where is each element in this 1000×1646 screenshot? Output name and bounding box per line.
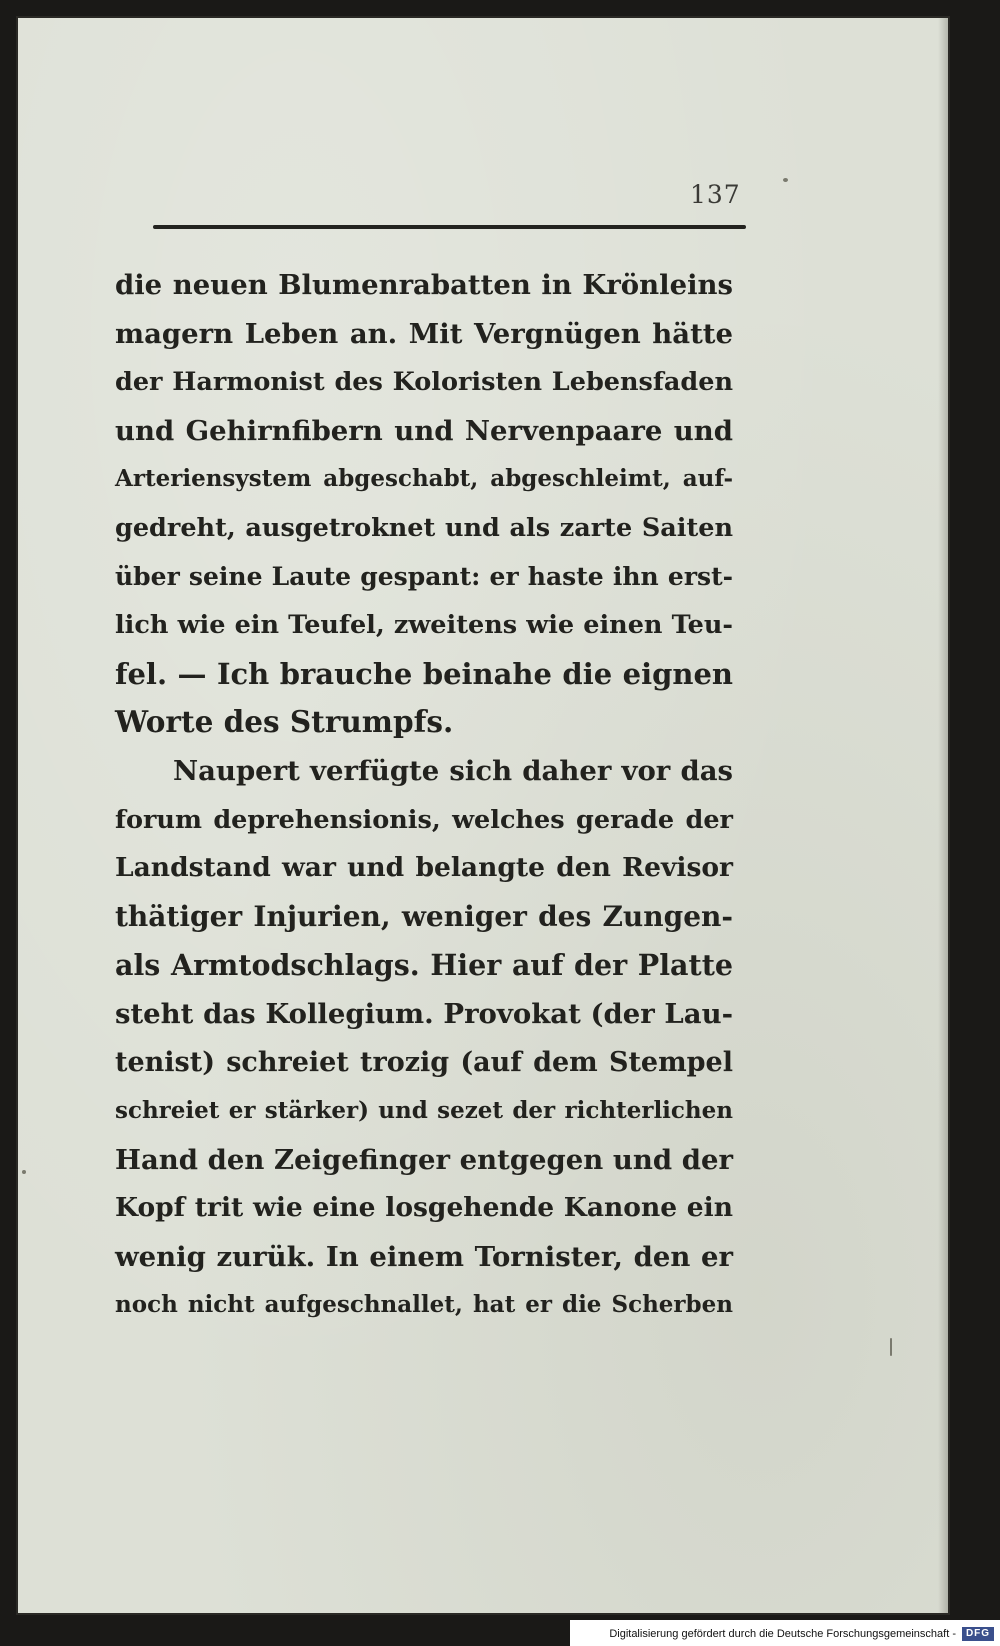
paper-speck	[783, 178, 788, 182]
funding-credit: Digitalisierung gefördert durch die Deutsche Forschungsgemeinschaft -	[609, 1628, 956, 1640]
text-line: Arteriensystem abgeschabt, abgeschleimt, auf-	[115, 465, 733, 493]
text-line: wenig zurük. In einem Tornister, den er	[115, 1240, 733, 1273]
text-line: und Gehirnfibern und Nervenpaare und	[115, 414, 733, 447]
text-line: schreiet er stärker) und sezet der richterlichen	[115, 1097, 733, 1125]
text-line: magern Leben an. Mit Vergnügen hätte	[115, 317, 733, 350]
footer-credit-bar	[570, 1620, 1000, 1646]
paper-speck	[22, 1170, 26, 1174]
text-line: Landstand war und belangte den Revisor	[115, 852, 733, 884]
text-line: Kopf trit wie eine losgehende Kanone ein	[115, 1192, 733, 1224]
dfg-logo: DFG	[962, 1627, 994, 1641]
book-page	[18, 18, 948, 1613]
text-line: als Armtodschlags. Hier auf der Platte	[115, 948, 733, 983]
text-line: Worte des Strumpfs.	[115, 704, 454, 740]
text-line: noch nicht aufgeschnallet, hat er die Scherben	[115, 1291, 733, 1319]
body-text	[115, 261, 733, 1330]
page-edge-shadow	[938, 18, 948, 1613]
text-line: Naupert verfügte sich daher vor das	[173, 754, 733, 787]
text-line: forum deprehensionis, welches gerade der	[115, 804, 733, 835]
text-line: die neuen Blumenrabatten in Krönleins	[115, 269, 733, 301]
page-number: 137	[690, 180, 741, 209]
text-line: steht das Kollegium. Provokat (der Lau-	[115, 997, 733, 1030]
text-line: lich wie ein Teufel, zweitens wie einen Teu-	[115, 610, 733, 641]
text-line: gedreht, ausgetroknet und als zarte Saiten	[115, 512, 733, 543]
text-line: über seine Laute gespant: er haste ihn erst-	[115, 561, 733, 591]
text-line: tenist) schreiet trozig (auf dem Stempel	[115, 1046, 733, 1078]
text-line: der Harmonist des Koloristen Lebensfaden	[115, 367, 733, 398]
paper-speck	[890, 1338, 892, 1356]
text-line: Hand den Zeigefinger entgegen und der	[115, 1143, 733, 1176]
header-rule	[153, 225, 746, 229]
text-line: thätiger Injurien, weniger des Zungen-	[115, 899, 733, 933]
text-line: fel. — Ich brauche beinahe die eignen	[115, 656, 733, 691]
